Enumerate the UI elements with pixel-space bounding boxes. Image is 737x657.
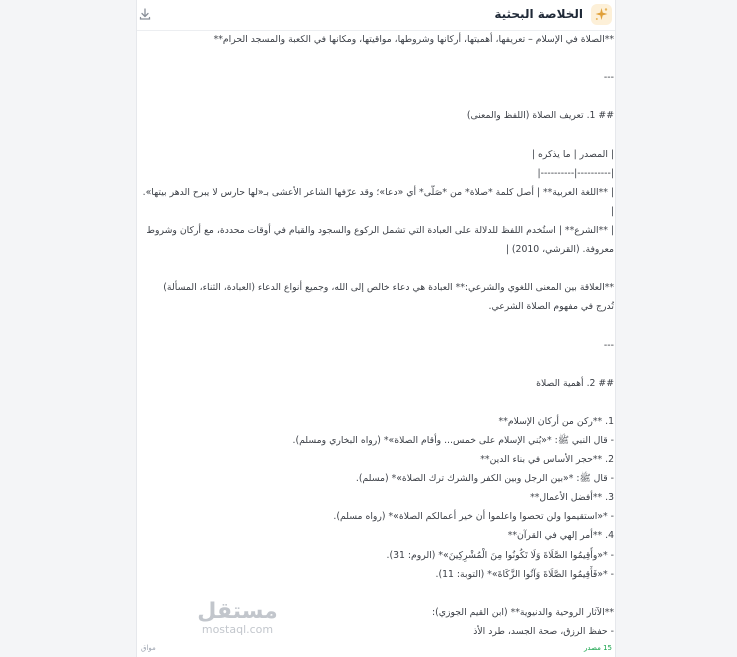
- content-line: معروفة. (القرشي، 2010) |: [505, 244, 614, 256]
- footer-label: مواق: [141, 644, 156, 652]
- content-line: ## 2. أهمية الصلاة: [536, 377, 614, 389]
- content-line: - *«استقيموا ولن تحصوا واعلموا أن خير أعمالكم الصلاة»* (رواه مسلم).: [333, 511, 614, 523]
- sparkle-icon: [591, 4, 612, 25]
- content-line: | **اللغة العربية** | أصل كلمة *صلاة* من *صَلّى* أي «دعا»؛ وقد عرّفها الشاعر الأعشى بـ«لها حارس لا يبرح الدهر بيتها».: [142, 186, 614, 198]
- content-line: ---: [603, 339, 614, 351]
- panel-header: [137, 0, 615, 31]
- content-line: [139, 49, 614, 68]
- content-line: - قال ﷺ: *«بين الرجل وبين الكفر والشرك ترك الصلاة»* (مسلم).: [355, 473, 614, 485]
- content-line: 2. **حجر الأساس في بناء الدين**: [480, 454, 614, 466]
- content-line: - *«وأَقِيمُوا الصَّلَاةَ وَلَا تَكُونُوا مِنَ الْمُشْرِكِينَ»* (الروم: 31).: [386, 549, 614, 561]
- research-summary-panel: [136, 0, 616, 657]
- content-line: - *«فَأَقِيمُوا الصَّلَاةَ وَآتُوا الزَّكَاةَ»* (التوبة: 11).: [435, 568, 614, 580]
- content-line: **العلاقة بين المعنى اللغوي والشرعي:** العبادة هي دعاء خالص إلى الله، وجميع أنواع الدعاء (العبادة، الثناء، المسألة): [163, 282, 614, 294]
- mostaql-watermark: [190, 600, 285, 636]
- content-line: | **الشرع** | استُخدم اللفظ للدلالة على العبادة التي تشمل الركوع والسجود والقيام في أوقات محددة، مع أركان وشروط: [146, 224, 614, 236]
- content-line: ---: [603, 72, 614, 84]
- content-line: | المصدر | ما يذكره |: [531, 148, 614, 160]
- content-line: [139, 316, 614, 335]
- summary-content[interactable]: [137, 30, 615, 639]
- content-line: 4. **أمر إلهي في القرآن**: [507, 530, 614, 542]
- panel-title: الخلاصة البحثية: [494, 7, 583, 21]
- content-line: 3. **أفضل الأعمال**: [530, 492, 614, 504]
- content-line: [139, 259, 614, 278]
- content-line: **الصلاة في الإسلام – تعريفها، أهميتها، أركانها وشروطها، مواقيتها، ومكانها في الكعبة والمسجد الحرام**: [213, 34, 614, 45]
- watermark-latin: mostaql.com: [201, 623, 274, 636]
- content-line: تُدرج في مفهوم الصلاة الشرعي.: [488, 301, 614, 313]
- content-line: |: [610, 205, 614, 217]
- content-line: [139, 87, 614, 106]
- sources-count[interactable]: 15 مصدر: [583, 644, 612, 652]
- download-icon[interactable]: [138, 6, 152, 20]
- content-line: - قال النبي ﷺ: *«بُني الإسلام على خمس... وأقام الصلاة»* (رواه البخاري ومسلم).: [292, 434, 614, 446]
- panel-footer: [137, 639, 615, 657]
- content-line: - حفظ الرزق، صحة الجسد، طرد الأذ: [473, 625, 614, 637]
- content-line: [139, 393, 614, 412]
- watermark-arabic: مستقل: [197, 599, 278, 624]
- content-line: 1. **ركن من أركان الإسلام**: [498, 415, 614, 427]
- content-line: [139, 355, 614, 374]
- content-line: ## 1. تعريف الصلاة (اللفظ والمعنى): [466, 110, 614, 122]
- content-line: **الآثار الروحية والدنيوية** (ابن القيم الجوزي):: [431, 606, 614, 618]
- content-line: |----------|----------|: [537, 167, 614, 179]
- content-line: [139, 125, 614, 144]
